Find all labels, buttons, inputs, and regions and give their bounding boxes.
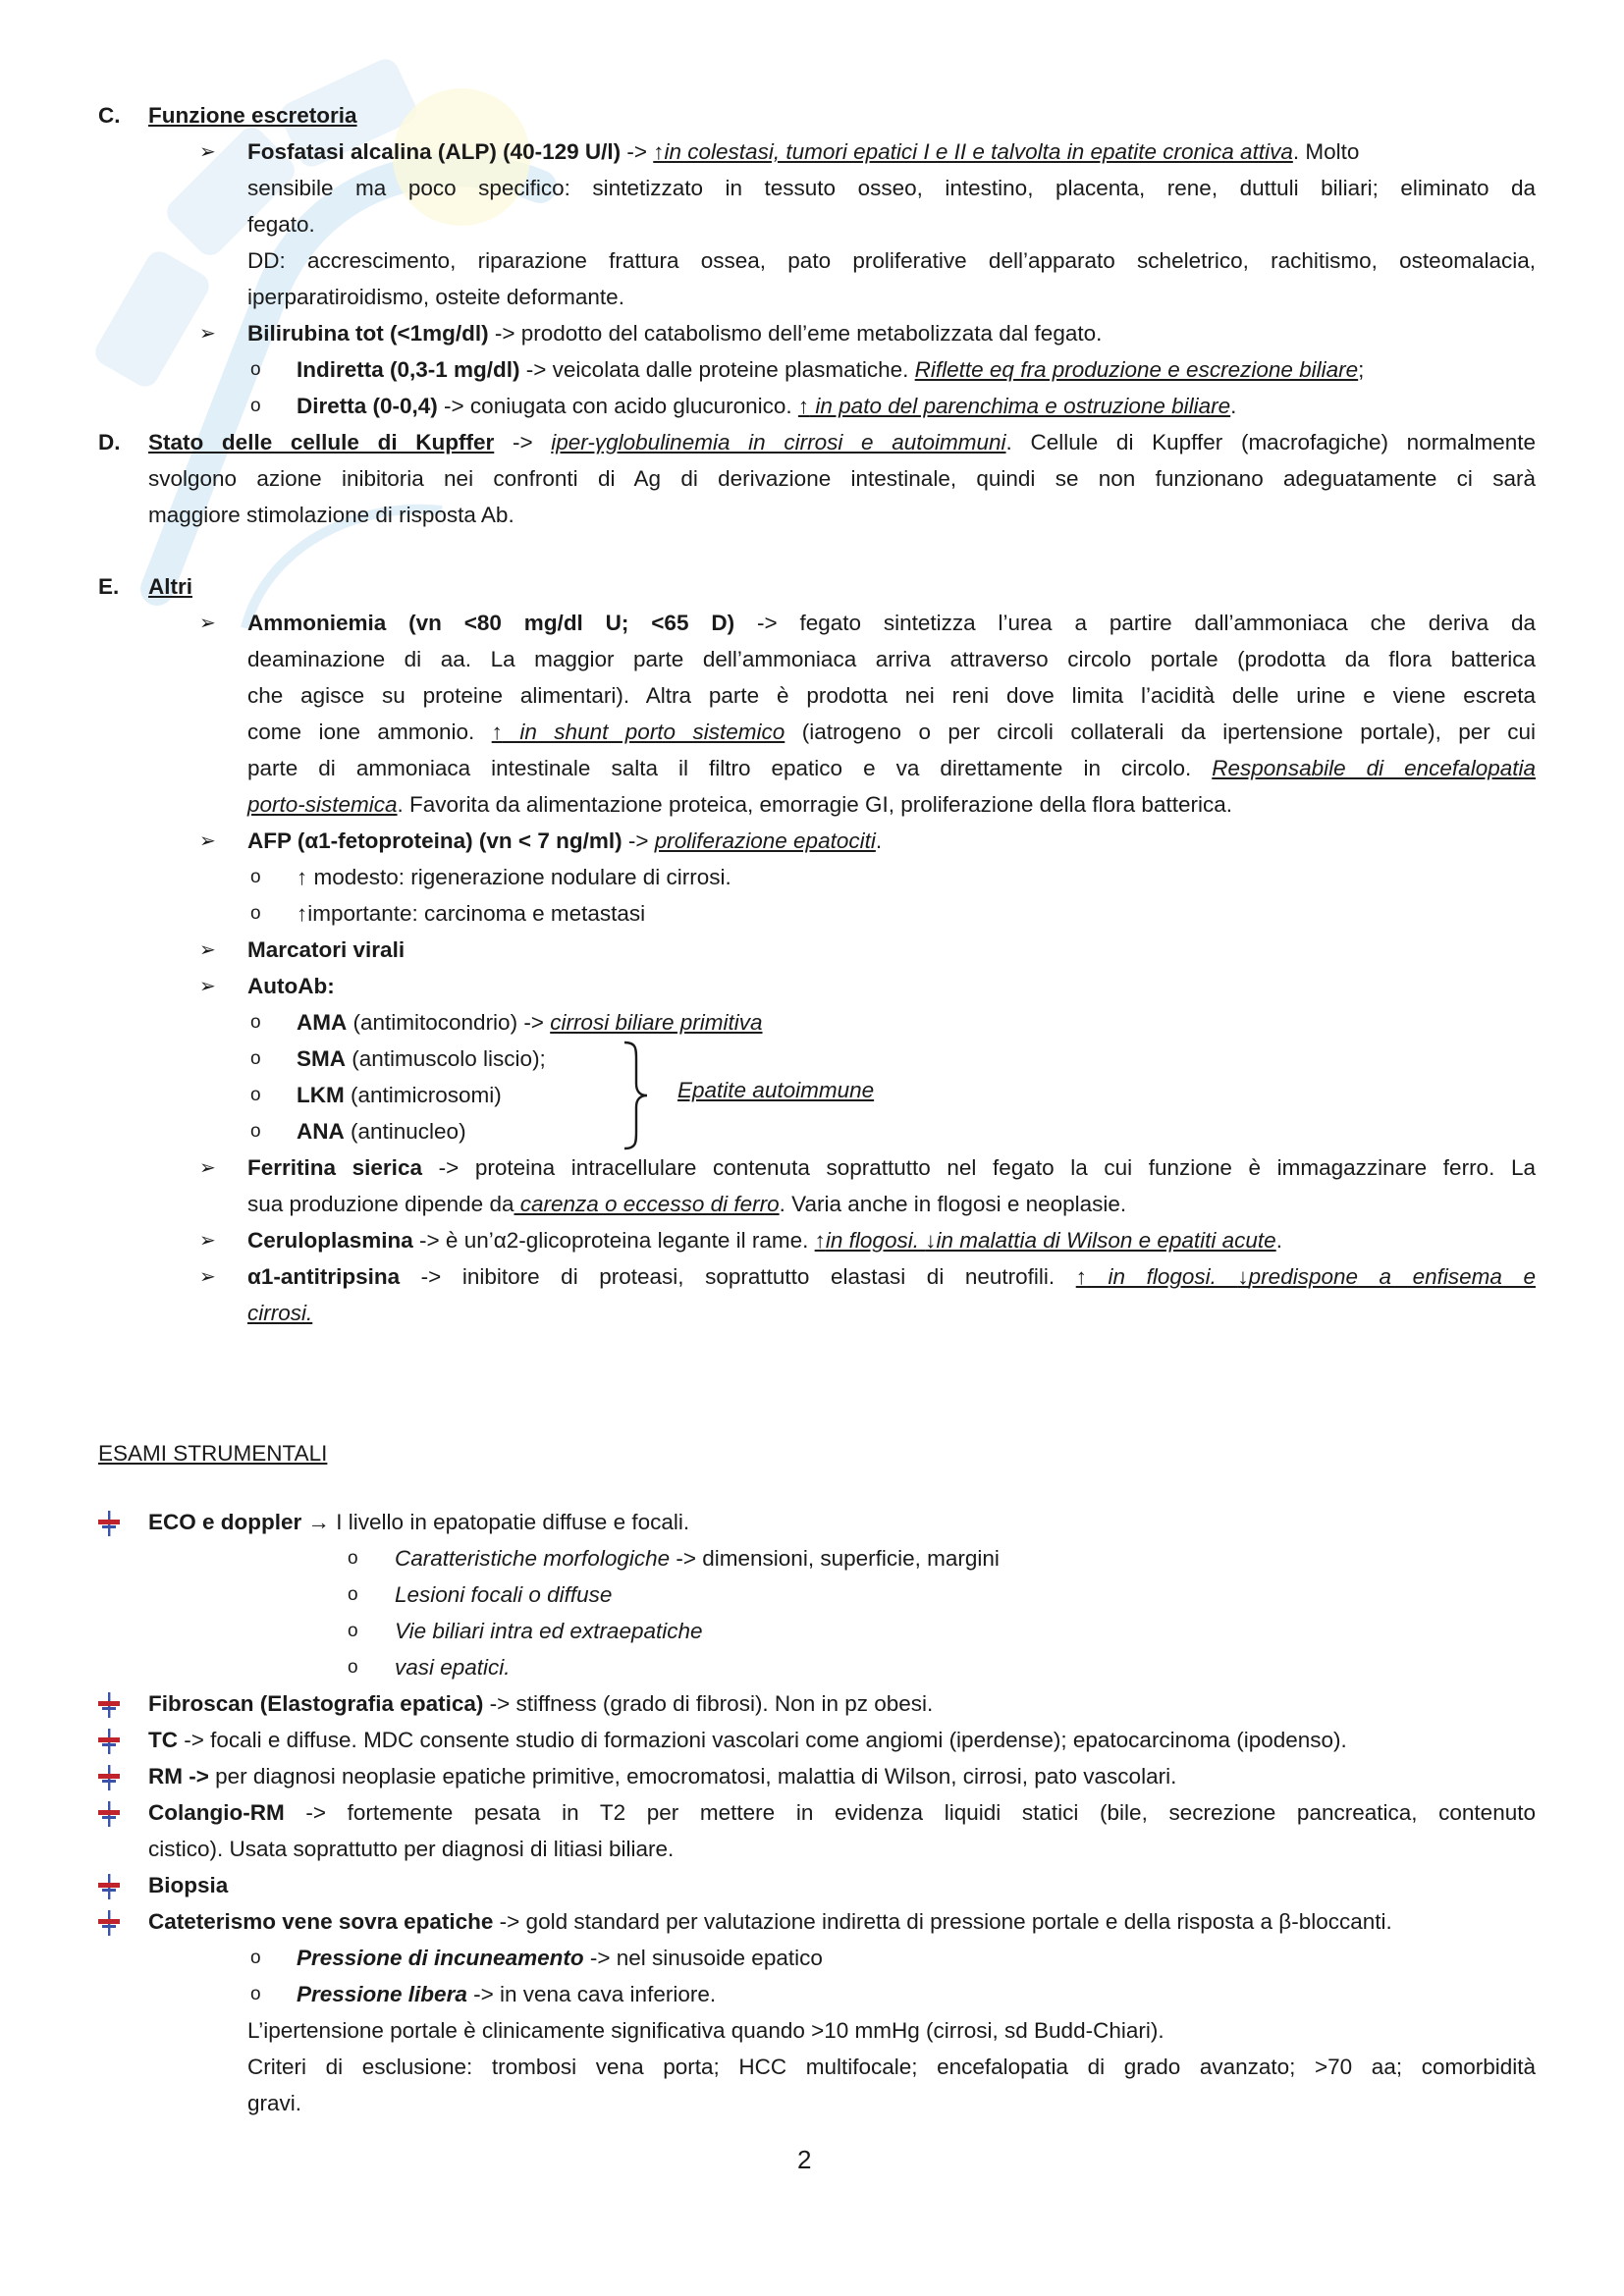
circle-bullet-icon: o (250, 1048, 261, 1069)
bili-direct-line (297, 392, 1236, 421)
cath-sub-1-text: -> nel sinusoide epatico (583, 1946, 823, 1970)
lkm-label: LKM (297, 1083, 345, 1107)
ferr-text: -> proteina intracellulare contenuta soprattutto nel fegato la cui funzione è immagazzinare ferro. La (421, 1155, 1536, 1180)
down-arrow-icon: ↓ (925, 1228, 937, 1253)
eco-line (148, 1508, 689, 1537)
circle-bullet-icon: o (250, 396, 261, 416)
a1at-line-2: cirrosi. (247, 1301, 313, 1325)
arrow-bullet-icon: ➢ (199, 830, 216, 852)
cerulo-emphasis-1: in flogosi. (825, 1228, 926, 1253)
a1at-text: -> inibitore di proteasi, soprattutto elastasi di neutrofili. (400, 1264, 1076, 1289)
cath-line (148, 1907, 1392, 1937)
alp-dd-line-2: iperparatiroidismo, osteite deformante. (247, 285, 624, 309)
eco-sub-3: Vie biliari intra ed extraepatiche (395, 1619, 703, 1643)
colangio-label: Colangio-RM (148, 1800, 285, 1825)
rm-label: RM (148, 1764, 183, 1789)
afp-emphasis: proliferazione epatociti (654, 828, 876, 853)
bili-direct-end: . (1230, 394, 1237, 418)
circle-bullet-icon: o (250, 1948, 261, 1968)
cerulo-end: . (1275, 1228, 1282, 1253)
cath-para-2: Criteri di esclusione: trombosi vena porta; HCC multifocale; encefalopatia di grado avanzato; >70 aa; comorbidità (247, 2055, 1536, 2079)
ammo-line-4-a: come ione ammonio. (247, 720, 492, 744)
arrow-bullet-icon: ➢ (199, 1230, 216, 1252)
colangio-text: -> fortemente pesata in T2 per mettere in evidenza liquidi statici (bile, secrezione pancreatica, contenuto (284, 1800, 1536, 1825)
kupffer-line-3: maggiore stimolazione di risposta Ab. (148, 503, 514, 527)
afp-end: . (875, 828, 883, 853)
afp-sub-1: ↑ modesto: rigenerazione nodulare di cirrosi. (297, 865, 731, 889)
afp-arrow: -> (622, 828, 655, 853)
a1at-emphasis-1: in flogosi. (1086, 1264, 1238, 1289)
ana-label: ANA (297, 1119, 345, 1144)
bili-indirect-text: -> veicolata dalle proteine plasmatiche. (519, 357, 915, 382)
circle-bullet-icon: o (348, 1621, 358, 1641)
circle-bullet-icon: o (348, 1584, 358, 1605)
kupffer-emphasis: iper-γglobulinemia in cirrosi e autoimmuni (551, 430, 1006, 454)
alp-line-2: sensibile ma poco specifico: sintetizzato in tessuto osseo, intestino, placenta, rene, duttuli biliari; eliminato da (247, 176, 1536, 200)
ammo-line-6-b: . Favorita da alimentazione proteica, emorragie GI, proliferazione della flora batterica. (397, 792, 1232, 817)
a1at-line-1 (247, 1262, 1536, 1292)
ammo-text: -> fegato sintetizza l’urea a partire dall’ammoniaca che deriva da (734, 611, 1536, 635)
circle-bullet-icon: o (250, 1121, 261, 1142)
alp-line-1 (247, 137, 1359, 167)
a1at-label: α1-antitripsina (247, 1264, 401, 1289)
ama-line (297, 1008, 763, 1038)
ferr-line-1 (247, 1153, 1536, 1183)
up-arrow-icon: ↑ (1075, 1264, 1087, 1289)
bili-direct-label: Diretta (0-0,4) (297, 394, 438, 418)
arrow-bullet-icon: ➢ (199, 613, 216, 634)
section-c-title: Funzione escretoria (148, 103, 357, 128)
circle-bullet-icon: o (250, 1012, 261, 1033)
fibro-line (148, 1689, 933, 1719)
ammo-line-1 (247, 609, 1536, 638)
arrow-bullet-icon: ➢ (199, 939, 216, 961)
eco-sub-1-em: Caratteristiche morfologiche (395, 1546, 671, 1571)
bili-label: Bilirubina tot (<1mg/dl) (247, 321, 489, 346)
pin-bullet-icon (98, 1765, 120, 1790)
section-d-letter: D. (98, 430, 121, 454)
curly-brace-icon (621, 1041, 650, 1150)
eco-sub-1 (395, 1544, 1000, 1574)
cerulo-emphasis-2: in malattia di Wilson e epatiti acute (936, 1228, 1276, 1253)
arrow-bullet-icon: ➢ (199, 1157, 216, 1179)
kupffer-line-2: svolgono azione inibitoria nei confronti di Ag di derivazione intestinale, quindi se non funzionano adeguatamente ci sarà (148, 466, 1536, 491)
circle-bullet-icon: o (348, 1657, 358, 1678)
rm-text: per diagnosi neoplasie epatiche primitive, emocromatosi, malattia di Wilson, cirrosi, pato vascolari. (208, 1764, 1177, 1789)
kupffer-line-1 (148, 428, 1536, 457)
rm-arrow: -> (183, 1764, 209, 1789)
cath-sub-2-em: Pressione libera (297, 1982, 467, 2006)
cath-sub-1-em: Pressione di incuneamento (297, 1946, 584, 1970)
colangio-line-1 (148, 1798, 1536, 1828)
cath-para-3: gravi. (247, 2091, 302, 2115)
cath-para-1: L’ipertensione portale è clinicamente significativa quando >10 mmHg (cirrosi, sd Budd-Chiari). (247, 2018, 1164, 2043)
fibro-text: -> stiffness (grado di fibrosi). Non in pz obesi. (483, 1691, 934, 1716)
pin-bullet-icon (98, 1729, 120, 1754)
tc-line (148, 1726, 1347, 1755)
ferr-label: Ferritina sierica (247, 1155, 422, 1180)
ammo-line-4 (247, 718, 1536, 747)
lkm-line (297, 1081, 502, 1110)
ammo-porto-emphasis: porto-sistemica (247, 792, 398, 817)
alp-tail: . Molto (1292, 139, 1360, 164)
ammo-line-4-b: (iatrogeno o per circoli collaterali da ipertensione portale), per cui (785, 720, 1536, 744)
eco-sub-4: vasi epatici. (395, 1655, 511, 1680)
circle-bullet-icon: o (250, 903, 261, 924)
alp-arrow: -> (621, 139, 654, 164)
eco-label: ECO e doppler (148, 1510, 302, 1534)
sma-label: SMA (297, 1046, 346, 1071)
alp-dd-line-1: DD: accrescimento, riparazione frattura ossea, pato proliferative dell’apparato scheletrico, rachitismo, osteomalacia, (247, 248, 1536, 273)
eco-sub-2: Lesioni focali o diffuse (395, 1582, 613, 1607)
arrow-bullet-icon: ➢ (199, 323, 216, 345)
ammo-line-2: deaminazione di aa. La maggior parte dell’ammoniaca arriva attraverso circolo portale (prodotta da flora batterica (247, 647, 1536, 671)
ferr-line-2-b: . Varia anche in flogosi e neoplasie. (779, 1192, 1127, 1216)
tc-text: -> focali e diffuse. MDC consente studio di formazioni vascolari come angiomi (iperdense); epatocarcinoma (ipodenso). (178, 1728, 1347, 1752)
afp-label: AFP (α1-fetoproteina) (vn < 7 ng/ml) (247, 828, 623, 853)
ammo-line-5-a: parte di ammoniaca intestinale salta il filtro epatico e va direttamente in circolo. (247, 756, 1213, 780)
page-number: 2 (797, 2145, 812, 2174)
alp-emphasis: in colestasi, tumori epatici I e II e talvolta in epatite cronica attiva (664, 139, 1293, 164)
ama-emphasis: cirrosi biliare primitiva (550, 1010, 763, 1035)
sma-text: (antimuscolo liscio); (346, 1046, 546, 1071)
colangio-line-2: cistico). Usata soprattutto per diagnosi di litiasi biliare. (148, 1837, 675, 1861)
cath-label: Cateterismo vene sovra epatiche (148, 1909, 494, 1934)
eco-text: I livello in epatopatie diffuse e focali. (330, 1510, 690, 1534)
bili-indirect-line (297, 355, 1364, 385)
circle-bullet-icon: o (250, 1085, 261, 1105)
ferr-emphasis: carenza o eccesso di ferro (514, 1192, 780, 1216)
section-d-title: Stato delle cellule di Kupffer (148, 430, 495, 454)
arrow-bullet-icon: ➢ (199, 1266, 216, 1288)
ferr-line-2 (247, 1190, 1126, 1219)
up-arrow-icon: ↑ (814, 1228, 826, 1253)
afp-line (247, 827, 882, 856)
ammo-shunt-emphasis: in shunt porto sistemico (502, 720, 785, 744)
ammo-line-5 (247, 754, 1536, 783)
cath-text: -> gold standard per valutazione indiretta di pressione portale e della risposta a β-bloccanti. (493, 1909, 1392, 1934)
down-arrow-icon: ↓ (1237, 1264, 1249, 1289)
bili-indirect-emphasis: Riflette eq fra produzione e escrezione biliare (914, 357, 1359, 382)
kupffer-arrow: -> (494, 430, 552, 454)
section-e-title: Altri (148, 574, 192, 599)
alp-label: Fosfatasi alcalina (ALP) (40-129 U/l) (247, 139, 622, 164)
eco-sub-1-text: -> dimensioni, superficie, margini (670, 1546, 1000, 1571)
bili-text: -> prodotto del catabolismo dell’eme metabolizzata dal fegato. (488, 321, 1103, 346)
up-arrow-icon: ↑ (491, 720, 503, 744)
ana-text: (antinucleo) (344, 1119, 466, 1144)
ama-text: (antimitocondrio) -> (347, 1010, 551, 1035)
sma-line (297, 1044, 546, 1074)
pin-bullet-icon (98, 1692, 120, 1718)
cerulo-text: -> è un’α2-glicoproteina legante il rame. (412, 1228, 815, 1253)
cerulo-line (247, 1226, 1282, 1255)
arrow-bullet-icon: ➢ (199, 976, 216, 997)
bili-indirect-label: Indiretta (0,3-1 mg/dl) (297, 357, 520, 382)
cerulo-label: Ceruloplasmina (247, 1228, 413, 1253)
circle-bullet-icon: o (250, 1984, 261, 2004)
biopsy-label: Biopsia (148, 1873, 229, 1897)
cath-sub-1 (297, 1944, 823, 1973)
circle-bullet-icon: o (250, 867, 261, 887)
ana-line (297, 1117, 466, 1147)
lkm-text: (antimicrosomi) (344, 1083, 502, 1107)
bili-line (247, 319, 1102, 348)
cath-sub-2-text: -> in vena cava inferiore. (466, 1982, 717, 2006)
section-e-letter: E. (98, 574, 120, 599)
rm-line (148, 1762, 1176, 1791)
tc-label: TC (148, 1728, 178, 1752)
a1at-emphasis-2: predispone a enfisema e (1248, 1264, 1536, 1289)
bili-indirect-end: ; (1358, 357, 1365, 382)
fibro-label: Fibroscan (Elastografia epatica) (148, 1691, 484, 1716)
pin-bullet-icon (98, 1511, 120, 1536)
pin-bullet-icon (98, 1801, 120, 1827)
up-arrow-icon: ↑ (653, 139, 665, 164)
brace-label: Epatite autoimmune (677, 1078, 875, 1102)
kupffer-tail: . Cellule di Kupffer (macrofagiche) normalmente (1005, 430, 1536, 454)
viral-markers: Marcatori virali (247, 937, 406, 962)
section-c-letter: C. (98, 103, 121, 128)
arrow-bullet-icon: ➢ (199, 141, 216, 163)
pin-bullet-icon (98, 1874, 120, 1899)
pin-bullet-icon (98, 1910, 120, 1936)
up-arrow-icon: ↑ (797, 394, 810, 418)
afp-sub-2: ↑importante: carcinoma e metastasi (297, 901, 646, 926)
circle-bullet-icon: o (250, 359, 261, 380)
cath-sub-2 (297, 1980, 716, 2009)
autoab-label: AutoAb: (247, 974, 335, 998)
alp-line-3: fegato. (247, 212, 315, 237)
circle-bullet-icon: o (348, 1548, 358, 1569)
right-arrow-icon: → (307, 1510, 331, 1534)
ammo-line-3: che agisce su proteine alimentari). Altra parte è prodotta nei reni dove limita l’acidità delle urine e viene escreta (247, 683, 1536, 708)
ammo-label: Ammoniemia (vn <80 mg/dl U; <65 D) (247, 611, 735, 635)
ammo-line-6 (247, 790, 1232, 820)
bili-direct-emphasis: in pato del parenchima e ostruzione biliare (809, 394, 1231, 418)
ammo-encephalopathy-emphasis: Responsabile di encefalopatia (1212, 756, 1536, 780)
ferr-line-2-a: sua produzione dipende da (247, 1192, 514, 1216)
instrumental-heading: ESAMI STRUMENTALI (98, 1441, 328, 1466)
bili-direct-text: -> coniugata con acido glucuronico. (437, 394, 798, 418)
ama-label: AMA (297, 1010, 348, 1035)
